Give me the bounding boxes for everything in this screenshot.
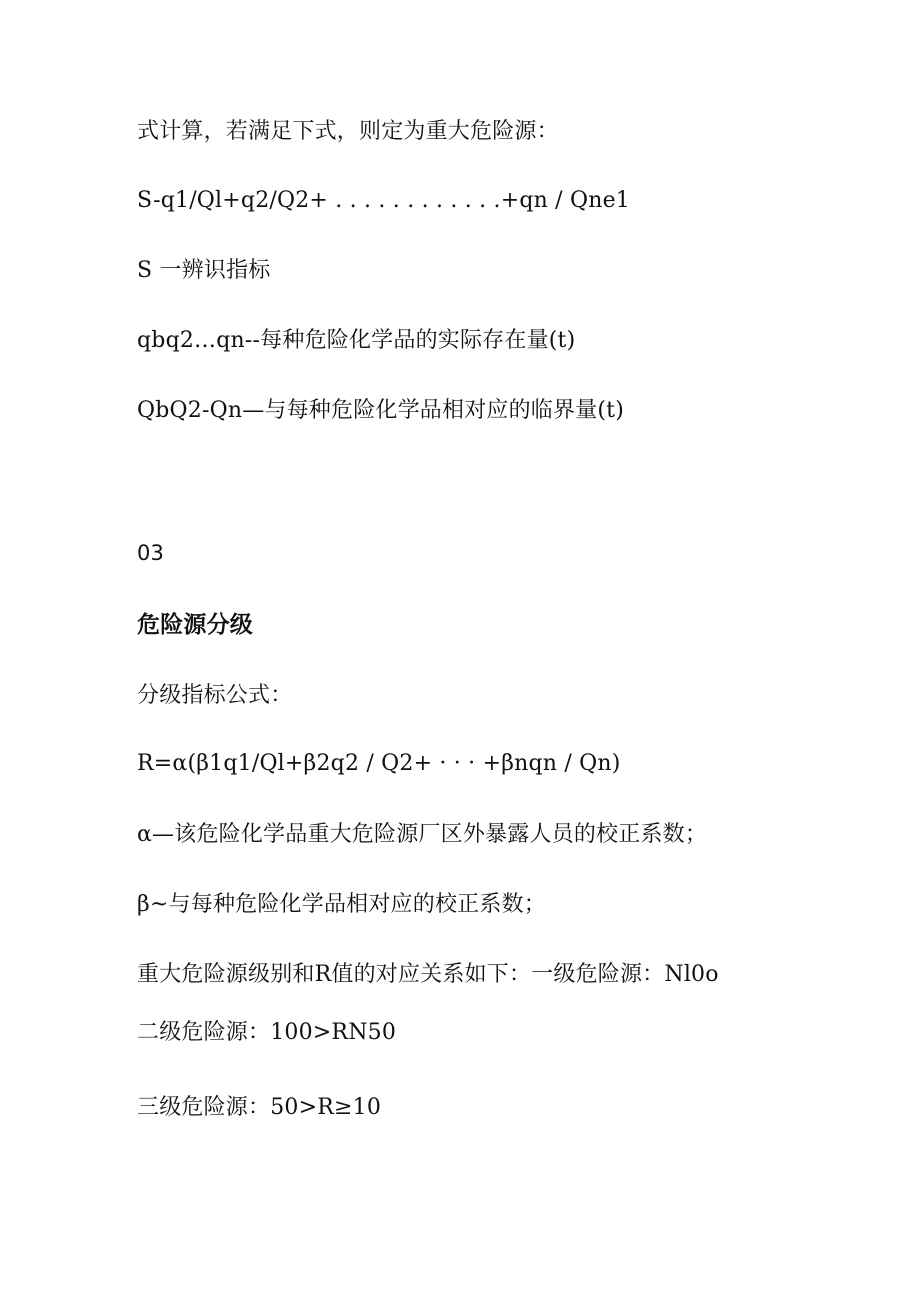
section-number: 03	[137, 541, 165, 565]
text-line-identification-formula: S-q1/Ql+q2/Q2+ . . . . . . . . . . . .+qn / Qne1	[137, 188, 631, 213]
text-line-Q-definition: QbQ2-Qn—与每种危险化学品相对应的临界量(t)	[137, 398, 624, 423]
text-line-s-definition: S 一辨识指标	[137, 258, 271, 283]
text-line-level-one: 重大危险源级别和R值的对应关系如下：一级危险源：Nl0o	[137, 962, 719, 987]
text-line-formula-intro: 式计算，若满足下式，则定为重大危险源：	[137, 119, 559, 144]
section-title: 危险源分级	[137, 612, 253, 638]
text-line-grading-intro: 分级指标公式：	[137, 683, 293, 708]
text-line-level-three: 三级危险源：50>R≥10	[137, 1095, 382, 1120]
text-line-q-definition: qbq2…qn--每种危险化学品的实际存在量(t)	[137, 328, 576, 353]
text-line-level-two: 二级危险源：100>RN50	[137, 1020, 397, 1045]
text-line-alpha-definition: α—该危险化学品重大危险源厂区外暴露人员的校正系数；	[137, 822, 708, 847]
text-line-beta-definition: β~与每种危险化学品相对应的校正系数；	[137, 892, 546, 917]
text-line-grading-formula: R=α(β1q1/Ql+β2q2 / Q2+ · · · +βnqn / Qn)	[137, 751, 621, 776]
